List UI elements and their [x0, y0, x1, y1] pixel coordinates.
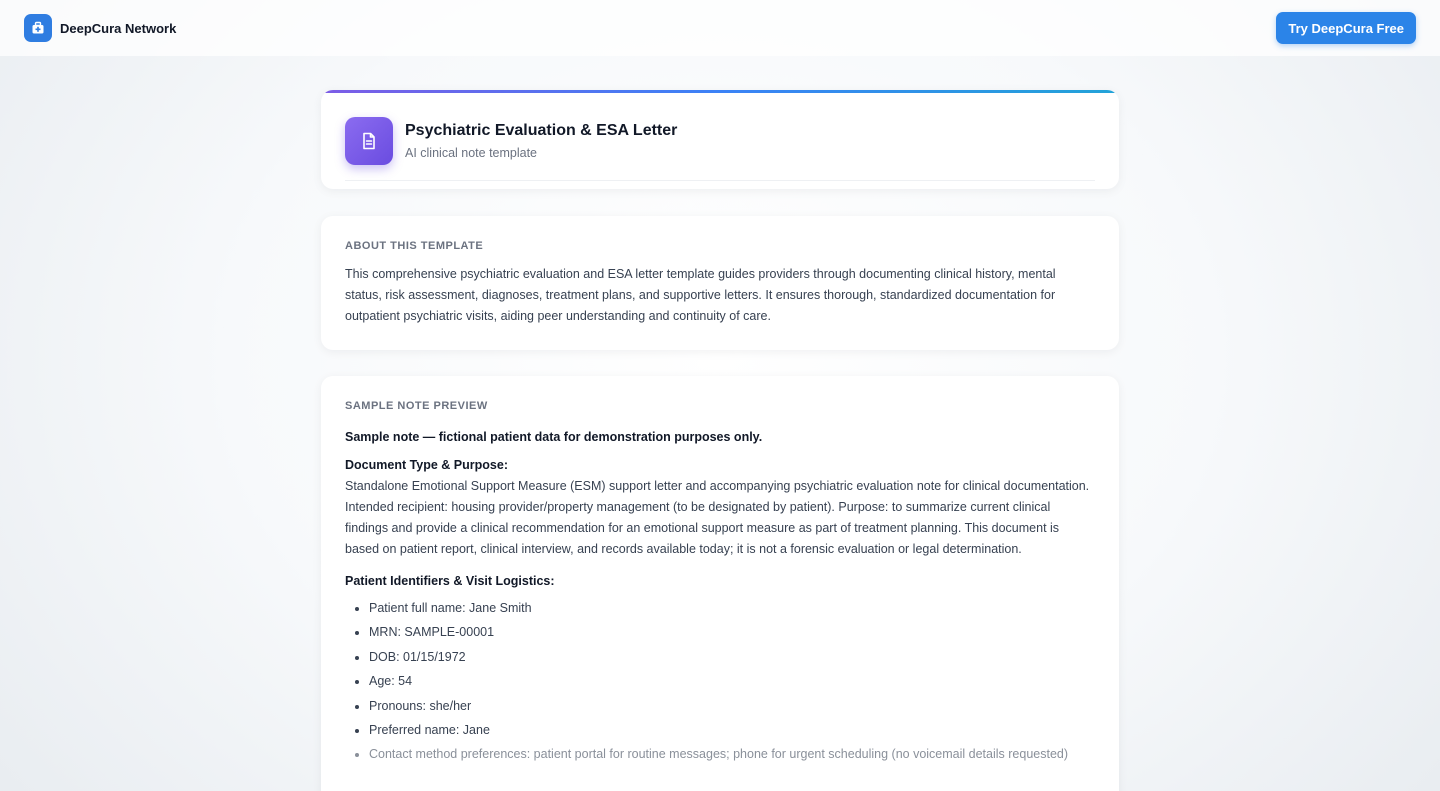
medical-bag-icon: [24, 14, 52, 42]
try-free-button[interactable]: Try DeepCura Free: [1276, 12, 1416, 44]
brand[interactable]: [24, 14, 176, 42]
list-item: • Pronouns: she/her: [369, 694, 1095, 718]
about-label: ABOUT THIS TEMPLATE: [345, 240, 484, 252]
about-text: This comprehensive psychiatric evaluation and ESA letter template guides providers through documenting clinical history, mental status, risk assessment, diagnoses, treatment plans, and supportive letters. It ensures thorough, standardized documentation for outpatient psychiatric visits, aiding peer understanding and continuity of care.: [345, 267, 1056, 323]
about-card: [321, 216, 1119, 350]
sample-preview-card: [321, 376, 1119, 791]
document-icon: [345, 117, 393, 165]
accent-bar: [321, 90, 1119, 93]
template-header-card: [321, 90, 1119, 189]
list-item: • Patient full name: Jane Smith: [369, 596, 1095, 620]
page-subtitle: AI clinical note template: [405, 146, 538, 160]
doc-type-text: Standalone Emotional Support Measure (ESM) support letter and accompanying psychiatric evaluation note for clinical documentation. Intended recipient: housing provider/property management (to be designated by patient). Purpose: to summarize current clinical findings and provide a clinical recommendation for an emotional support measure as part of treatment planning. This document is based on patient report, clinical interview, and records available today; it is not a forensic evaluation or legal determination.: [345, 479, 1090, 556]
list-item: • MRN: SAMPLE-00001: [369, 620, 1095, 644]
identifiers-list: [345, 596, 1095, 767]
page-title: Psychiatric Evaluation & ESA Letter: [405, 122, 678, 139]
top-bar: [0, 0, 1440, 56]
list-item: • Preferred name: Jane: [369, 718, 1095, 742]
brand-name: DeepCura Network: [60, 20, 177, 36]
doc-type-heading: Document Type & Purpose:: [345, 458, 508, 472]
list-item: • Contact method preferences: patient portal for routine messages; phone for urgent scheduling (no voicemail details requested): [369, 742, 1095, 766]
identifiers-heading: Patient Identifiers & Visit Logistics:: [345, 574, 555, 588]
list-item: • DOB: 01/15/1972: [369, 645, 1095, 669]
preview-label: SAMPLE NOTE PREVIEW: [345, 400, 488, 412]
list-item: • Age: 54: [369, 669, 1095, 693]
divider: [345, 180, 1095, 181]
sample-disclaimer: Sample note — fictional patient data for demonstration purposes only.: [345, 430, 763, 444]
